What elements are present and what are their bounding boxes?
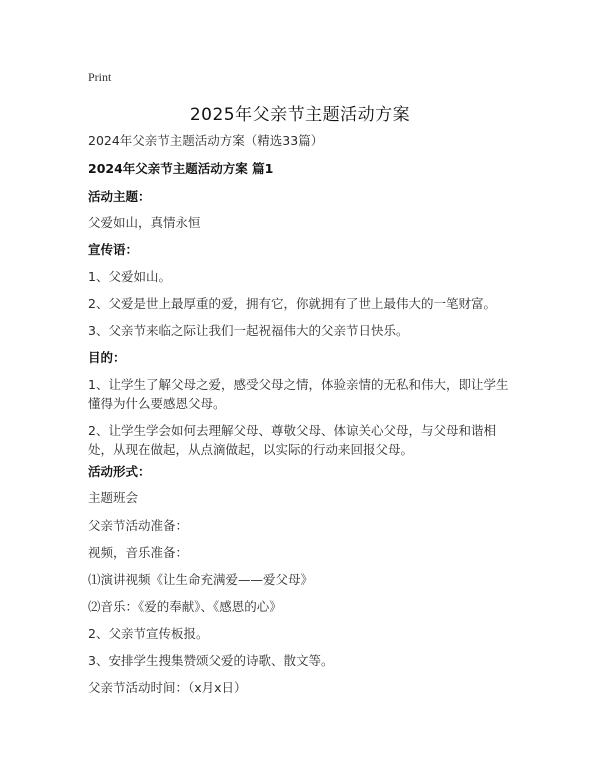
media-item: ⑴演讲视频《让生命充满爱——爱父母》 [88,572,314,587]
form-heading: 活动形式： [88,464,151,479]
print-label: Print [88,70,112,84]
purpose-heading: 目的： [88,350,126,365]
form-text: 主题班会 [88,490,139,505]
media-prep: 视频，音乐准备： [88,545,189,560]
document-subtitle: 2024年父亲节主题活动方案（精选33篇） [88,133,324,148]
slogan-item: 1、父爱如山。 [88,269,171,284]
purpose-item: 1、让学生了解父母之爱，感受父母之情，体验亲情的无私和伟大，即让学生懂得为什么要感恩父母。 [88,377,509,411]
slogan-heading: 宣传语： [88,242,139,257]
theme-text: 父爱如山，真情永恒 [88,215,201,230]
slogan-item: 2、父爱是世上最厚重的爱，拥有它，你就拥有了世上最伟大的一笔财富。 [88,296,496,311]
prep-item: 3、安排学生搜集赞颂父爱的诗歌、散文等。 [88,653,334,668]
theme-heading: 活动主题： [88,189,151,204]
media-item: ⑵音乐：《爱的奉献》、《感恩的心》 [88,599,282,614]
activity-time: 父亲节活动时间：（x月x日） [88,680,247,695]
prep-heading: 父亲节活动准备： [88,518,189,533]
slogan-item: 3、父亲节来临之际让我们一起祝福伟大的父亲节日快乐。 [88,323,409,338]
section-heading: 2024年父亲节主题活动方案 篇1 [88,161,274,176]
document-title: 2025年父亲节主题活动方案 [189,105,411,125]
prep-item: 2、父亲节宣传板报。 [88,626,209,641]
purpose-item: 2、让学生学会如何去理解父母、尊敬父母、体谅关心父母，与父母和谐相处，从现在做起，从点滴做起，以实际的行动来回报父母。 [88,423,496,457]
